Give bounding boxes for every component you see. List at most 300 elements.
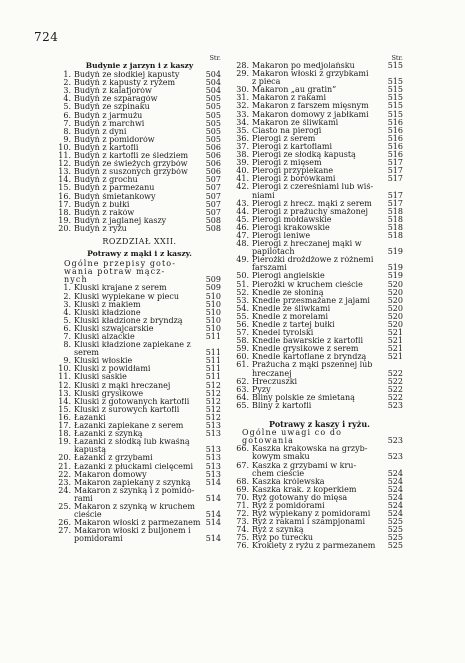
index-entry xyxy=(236,281,403,289)
entry-text: Budyń ze słodkiej kapusty xyxy=(74,71,180,80)
index-entry xyxy=(236,289,403,297)
entry-text: Kluski kładzione xyxy=(74,308,141,317)
entry-number: 15. xyxy=(58,183,71,193)
entry-text: Pierogi z serem xyxy=(252,134,316,143)
entry-text: Pierożki w kruchem cieście xyxy=(252,280,363,289)
index-entry xyxy=(236,313,403,321)
general-notes-line-2: gotowania xyxy=(242,436,294,446)
entry-text: Budyń z raków xyxy=(74,208,135,217)
entry-text: Pierogi z hrecz. mąki z serem xyxy=(252,199,372,208)
entry-page: 512 xyxy=(205,380,221,390)
entry-number: 4. xyxy=(63,307,71,317)
entry-number: 63. xyxy=(236,384,249,394)
entry-page: 511 xyxy=(205,356,221,366)
entry-page: 513 xyxy=(205,445,221,455)
index-entry xyxy=(236,494,403,502)
entry-text: Makaron włoski z buljonem i xyxy=(74,527,191,536)
entry-number: 36. xyxy=(236,133,249,143)
entry-page: 510 xyxy=(205,299,221,309)
entry-page: 520 xyxy=(387,279,403,289)
entry-number: 8. xyxy=(63,126,71,136)
index-entry xyxy=(236,167,403,175)
index-entry xyxy=(236,151,403,159)
entry-text: Kluski z surowych kartofli xyxy=(74,405,180,414)
entry-number: 8. xyxy=(63,340,71,350)
index-entry xyxy=(58,79,221,87)
index-entry xyxy=(58,284,221,292)
entry-number: 16. xyxy=(58,412,71,422)
entry-number: 59. xyxy=(236,344,249,354)
entry-page: 514 xyxy=(205,477,221,487)
entry-number: 31. xyxy=(236,93,249,103)
entry-page: 512 xyxy=(205,412,221,422)
entry-page: 524 xyxy=(387,476,403,486)
entry-page: 525 xyxy=(387,525,403,535)
entry-text: Budyń z kalafjorów xyxy=(74,87,152,96)
index-entry-continuation xyxy=(58,495,221,503)
entry-page: 504 xyxy=(205,86,221,96)
entry-text: Makaron z rakami xyxy=(252,94,327,103)
entry-number: 3. xyxy=(63,86,71,96)
entry-page: 517 xyxy=(387,158,403,168)
entry-page: 513 xyxy=(205,429,221,439)
entry-text: Budyń z ryżu xyxy=(74,224,127,233)
entry-page: 515 xyxy=(387,101,403,111)
index-entry xyxy=(58,454,221,462)
entry-number: 20. xyxy=(58,223,71,233)
entry-text: Pierogi ze słodką kapustą xyxy=(252,151,356,160)
entry-number: 2. xyxy=(63,291,71,301)
entry-number: 26. xyxy=(58,518,71,528)
entry-number: 12. xyxy=(58,380,71,390)
index-entry xyxy=(58,176,221,184)
entry-text: Makaron z szynką i z pomido- xyxy=(74,486,195,495)
entry-number: 18. xyxy=(58,429,71,439)
entry-text: Budyń z jarmużu xyxy=(74,111,143,120)
general-recipes-line-2: wania potraw mącz- xyxy=(64,267,166,277)
entry-page: 512 xyxy=(205,388,221,398)
entry-page: 518 xyxy=(387,214,403,224)
index-entry xyxy=(236,216,403,224)
entry-text: Bliny z kartofli xyxy=(252,401,312,410)
index-entry xyxy=(58,225,221,233)
entry-number: 71. xyxy=(236,500,249,510)
entry-number: 1. xyxy=(63,283,71,293)
entry-text: Łazanki z grzybami xyxy=(74,454,153,463)
index-entry-continuation xyxy=(236,264,403,272)
index-entry xyxy=(236,534,403,542)
index-entry xyxy=(58,293,221,301)
entry-number: 73. xyxy=(236,517,249,527)
entry-text: Makaron zapiekany z szynką xyxy=(74,478,191,487)
entry-text: niami xyxy=(252,190,275,200)
entry-text: Pierogi z czereśniami lub wiś- xyxy=(252,183,374,192)
entry-number: 56. xyxy=(236,320,249,329)
entry-page: 512 xyxy=(205,396,221,406)
entry-page: 505 xyxy=(205,118,221,128)
right-column xyxy=(236,54,403,551)
entries-right-b xyxy=(236,445,403,550)
page-number: 724 xyxy=(34,30,59,44)
entry-number: 19. xyxy=(58,437,71,447)
entry-page: 508 xyxy=(205,215,221,225)
index-entry xyxy=(236,62,403,70)
index-entry xyxy=(236,486,403,494)
entry-text: z pieca xyxy=(252,77,281,87)
entry-number: 9. xyxy=(63,134,71,144)
entry-number: 14. xyxy=(58,396,71,406)
entry-page: 522 xyxy=(387,384,403,394)
entry-text: Budyń z dyni xyxy=(74,127,127,136)
entry-number: 2. xyxy=(63,78,71,88)
entry-text: Budyń śmietankowy xyxy=(74,192,156,201)
index-entry xyxy=(58,357,221,365)
index-entry xyxy=(58,309,221,317)
index-entry xyxy=(236,337,403,345)
entry-text: Ciasto na pierogi xyxy=(252,126,322,135)
entry-page: 525 xyxy=(387,533,403,543)
entry-text: Pierogi z kartoflami xyxy=(252,142,333,151)
entry-page: 516 xyxy=(387,117,403,127)
entry-text: Łazanki z słodką lub kwaśną xyxy=(74,438,190,447)
entry-page: 522 xyxy=(387,368,403,378)
entry-text: Budyń z bułki xyxy=(74,200,130,209)
index-entry xyxy=(236,200,403,208)
entry-number: 74. xyxy=(236,525,249,535)
index-entry xyxy=(236,394,403,402)
entry-text: Pierogi mołdawskie xyxy=(252,215,332,224)
index-entry xyxy=(58,144,221,152)
general-notes-page: 523 xyxy=(387,436,403,446)
entry-page: 524 xyxy=(387,492,403,502)
entry-text: Pierogi angielskie xyxy=(252,272,325,281)
entry-text: Bliny polskie ze śmietaną xyxy=(252,393,355,402)
index-entry xyxy=(58,87,221,95)
entry-text: cieście xyxy=(74,510,102,520)
entry-text: Kaszka z grzybami w kru- xyxy=(252,461,357,470)
entry-text: Budyń z pomidorów xyxy=(74,135,155,144)
index-entry xyxy=(236,526,403,534)
index-entry xyxy=(58,128,221,136)
index-entry xyxy=(236,502,403,510)
entry-page: 505 xyxy=(205,126,221,136)
entry-number: 66. xyxy=(236,444,249,454)
index-entry xyxy=(58,398,221,406)
entry-text: Budyń z kapusty z ryżem xyxy=(74,79,176,88)
entry-text: Makaron ze śliwkami xyxy=(252,118,339,127)
entry-page: 505 xyxy=(205,134,221,144)
entry-page: 506 xyxy=(205,159,221,169)
entry-page: 518 xyxy=(387,230,403,240)
entry-text: Knedle ze słoniną xyxy=(252,288,324,297)
entry-text: Ryż gotowany do mięsa xyxy=(252,493,348,502)
entry-page: 513 xyxy=(205,461,221,471)
entry-text: serem xyxy=(74,348,99,358)
entry-text: Knedle ze śliwkami xyxy=(252,304,331,313)
index-entry xyxy=(236,353,403,361)
entry-page: 513 xyxy=(205,469,221,479)
entry-number: 67. xyxy=(236,460,249,470)
index-entry-continuation xyxy=(58,535,221,543)
entry-number: 58. xyxy=(236,336,249,346)
entry-number: 42. xyxy=(236,182,249,192)
index-entry xyxy=(58,103,221,111)
entry-number: 13. xyxy=(58,388,71,398)
entry-number: 15. xyxy=(58,404,71,414)
entry-number: 24. xyxy=(58,485,71,495)
entry-number: 17. xyxy=(58,199,71,209)
entry-number: 10. xyxy=(58,142,71,152)
index-entry-continuation xyxy=(236,192,403,200)
index-entry xyxy=(58,71,221,79)
entry-page: 510 xyxy=(205,307,221,317)
entry-page: 517 xyxy=(387,166,403,176)
entry-text: Kluski kładzione zapiekane z xyxy=(74,341,191,350)
entry-number: 18. xyxy=(58,207,71,217)
index-entry-continuation xyxy=(58,349,221,357)
entry-page: 523 xyxy=(387,452,403,462)
entry-text: Kluski wypiekane w piecu xyxy=(74,292,180,301)
index-entry xyxy=(58,301,221,309)
index-entry xyxy=(58,519,221,527)
entry-page: 519 xyxy=(387,247,403,257)
index-entry xyxy=(236,135,403,143)
entry-number: 41. xyxy=(236,174,249,184)
entry-text: Pierogi z mięsem xyxy=(252,159,322,168)
entry-page: 507 xyxy=(205,183,221,193)
index-entry xyxy=(236,297,403,305)
entry-number: 37. xyxy=(236,141,249,151)
entry-number: 50. xyxy=(236,271,249,281)
entry-number: 60. xyxy=(236,352,249,362)
entry-number: 49. xyxy=(236,255,249,265)
entry-text: Prażucha z mąki pszennej lub xyxy=(252,361,373,370)
entry-text: Knedle kartoflane z bryndzą xyxy=(252,353,367,362)
entry-page: 507 xyxy=(205,191,221,201)
index-entry xyxy=(236,175,403,183)
entry-text: Pierogi krakowskie xyxy=(252,223,330,232)
entry-text: Knedle przesmażane z jajami xyxy=(252,296,370,305)
entry-text: Budyń z marchwi xyxy=(74,119,145,128)
entry-number: 54. xyxy=(236,303,249,313)
entry-page: 510 xyxy=(205,323,221,333)
index-entry-continuation xyxy=(236,470,403,478)
index-entry xyxy=(58,136,221,144)
index-entry xyxy=(236,542,403,550)
entry-page: 515 xyxy=(387,85,403,95)
entry-page: 521 xyxy=(387,344,403,354)
entry-text: Kluski szwajcarskie xyxy=(74,324,154,333)
entry-number: 40. xyxy=(236,166,249,176)
general-recipes-last-line xyxy=(58,276,221,284)
index-entry xyxy=(58,373,221,381)
entry-page: 511 xyxy=(205,348,221,358)
index-entry xyxy=(58,471,221,479)
entry-number: 53. xyxy=(236,295,249,305)
section-subtitle-groats-rice: Potrawy z kaszy i ryżu. xyxy=(269,419,370,430)
entries-right-a xyxy=(236,62,403,410)
entry-text: Pierogi z prażuchy smażonej xyxy=(252,207,368,216)
entry-page: 520 xyxy=(387,303,403,313)
entry-page: 514 xyxy=(205,534,221,544)
entry-page: 508 xyxy=(205,223,221,233)
entry-number: 23. xyxy=(58,477,71,487)
entry-page: 525 xyxy=(387,517,403,527)
entry-number: 1. xyxy=(63,70,71,80)
index-entry xyxy=(58,168,221,176)
entry-text: Ryż wypiekany z pomidorami xyxy=(252,510,371,519)
entry-number: 70. xyxy=(236,492,249,502)
entry-number: 75. xyxy=(236,533,249,543)
entry-page: 507 xyxy=(205,199,221,209)
entry-text: Makaron „au gratin” xyxy=(252,86,337,95)
entry-page: 517 xyxy=(387,174,403,184)
index-entry xyxy=(236,321,403,329)
entry-text: Kluski saskie xyxy=(74,373,127,382)
entry-text: Makaron włoski z grzybkami xyxy=(252,70,369,79)
entry-text: Kaszka królewska xyxy=(252,477,325,486)
entry-page: 506 xyxy=(205,142,221,152)
entry-number: 32. xyxy=(236,101,249,111)
index-entry xyxy=(236,111,403,119)
entry-number: 72. xyxy=(236,509,249,519)
index-entry xyxy=(236,208,403,216)
entry-number: 20. xyxy=(58,453,71,463)
entry-number: 28. xyxy=(236,61,249,70)
entry-page: 514 xyxy=(205,493,221,503)
entry-number: 5. xyxy=(63,315,71,325)
entry-number: 33. xyxy=(236,109,249,119)
entry-page: 521 xyxy=(387,352,403,362)
entry-text: Budyń ze szpinaku xyxy=(74,103,150,112)
entry-number: 43. xyxy=(236,198,249,208)
entry-page: 505 xyxy=(205,94,221,104)
entry-number: 9. xyxy=(63,356,71,366)
entry-text: Kluski włoskie xyxy=(74,357,133,366)
index-entry xyxy=(236,94,403,102)
entry-page: 524 xyxy=(387,509,403,519)
entry-page: 515 xyxy=(387,93,403,103)
index-entry xyxy=(236,386,403,394)
index-entry xyxy=(58,209,221,217)
index-entry xyxy=(58,382,221,390)
entry-text: hreczanej xyxy=(252,368,292,378)
general-notes-last-line xyxy=(236,437,403,445)
entry-page: 520 xyxy=(387,287,403,297)
entry-text: Knedle z morelami xyxy=(252,312,329,321)
entry-number: 47. xyxy=(236,230,249,240)
entry-page: 524 xyxy=(387,468,403,478)
entry-page: 514 xyxy=(205,518,221,528)
entry-text: Kluski krajane z serem xyxy=(74,284,167,293)
index-entry xyxy=(58,406,221,414)
entry-number: 11. xyxy=(58,151,71,161)
entry-text: Pierogi z hreczanej mąki w xyxy=(252,240,362,249)
entry-page: 510 xyxy=(205,315,221,325)
index-entry xyxy=(58,201,221,209)
str-label-right: Str. xyxy=(391,54,403,62)
entry-number: 57. xyxy=(236,328,249,338)
entry-number: 4. xyxy=(63,94,71,104)
entry-text: Ryż z pomidorami xyxy=(252,501,325,510)
entry-number: 68. xyxy=(236,476,249,486)
entry-page: 506 xyxy=(205,151,221,161)
index-entry xyxy=(58,463,221,471)
entry-page: 522 xyxy=(387,392,403,402)
chapter-title: ROZDZIAŁ XXII. xyxy=(102,236,177,246)
entry-number: 25. xyxy=(58,501,71,511)
entry-page: 507 xyxy=(205,175,221,185)
entry-text: kowym smaku xyxy=(252,452,310,462)
entry-text: Budyń z kartofli ze śledziem xyxy=(74,152,189,161)
entry-number: 44. xyxy=(236,206,249,216)
entry-number: 14. xyxy=(58,175,71,185)
index-entry xyxy=(58,317,221,325)
index-entry xyxy=(236,305,403,313)
entry-number: 38. xyxy=(236,150,249,160)
entry-page: 516 xyxy=(387,150,403,160)
entry-number: 52. xyxy=(236,287,249,297)
entry-text: Budyń z jaglanej kaszy xyxy=(74,216,167,225)
index-entry xyxy=(236,127,403,135)
entry-number: 39. xyxy=(236,158,249,168)
entry-text: rami xyxy=(74,493,93,503)
index-entry xyxy=(58,414,221,422)
index-entry-continuation xyxy=(58,511,221,519)
entry-text: Pyzy xyxy=(252,385,271,394)
index-entry-continuation xyxy=(236,453,403,461)
general-recipes-line-1: Ogólne przepisy goto- xyxy=(64,259,176,269)
index-entry xyxy=(58,217,221,225)
entry-page: 505 xyxy=(205,102,221,112)
index-entry xyxy=(236,159,403,167)
entry-number: 3. xyxy=(63,299,71,309)
entry-page: 513 xyxy=(205,453,221,463)
index-entry xyxy=(236,510,403,518)
entry-page: 521 xyxy=(387,328,403,338)
entry-text: Hreczuszki xyxy=(252,377,298,386)
entry-page: 524 xyxy=(387,500,403,510)
entry-page: 516 xyxy=(387,141,403,151)
entry-text: Kluski alzackie xyxy=(74,333,135,341)
entry-text: Ryż z szynką xyxy=(252,526,304,535)
entry-number: 13. xyxy=(58,167,71,177)
entry-number: 35. xyxy=(236,125,249,135)
index-entry xyxy=(58,95,221,103)
index-entry xyxy=(236,102,403,110)
entry-number: 12. xyxy=(58,159,71,169)
entry-number: 76. xyxy=(236,541,249,551)
entry-text: Łazanki zapiekane z serem xyxy=(74,422,184,431)
entry-text: Budyń z grochu xyxy=(74,176,138,185)
entry-text: Łazanki xyxy=(74,413,106,422)
entry-text: Krokiety z ryżu z parmezanem xyxy=(252,542,376,551)
entry-number: 17. xyxy=(58,421,71,431)
entry-text: Budyń z kartofli xyxy=(74,143,139,152)
entries-left-b xyxy=(58,284,221,543)
index-entry-continuation xyxy=(236,78,403,86)
entry-number: 51. xyxy=(236,279,249,289)
entry-number: 27. xyxy=(58,526,71,536)
entry-number: 21. xyxy=(58,461,71,471)
entry-page: 517 xyxy=(387,198,403,208)
index-entry xyxy=(236,119,403,127)
entry-page: 521 xyxy=(387,336,403,346)
index-entry xyxy=(236,518,403,526)
entry-number: 6. xyxy=(63,110,71,120)
entry-page: 524 xyxy=(387,484,403,494)
entry-text: Kluski z gotowanych kartofli xyxy=(74,397,190,406)
